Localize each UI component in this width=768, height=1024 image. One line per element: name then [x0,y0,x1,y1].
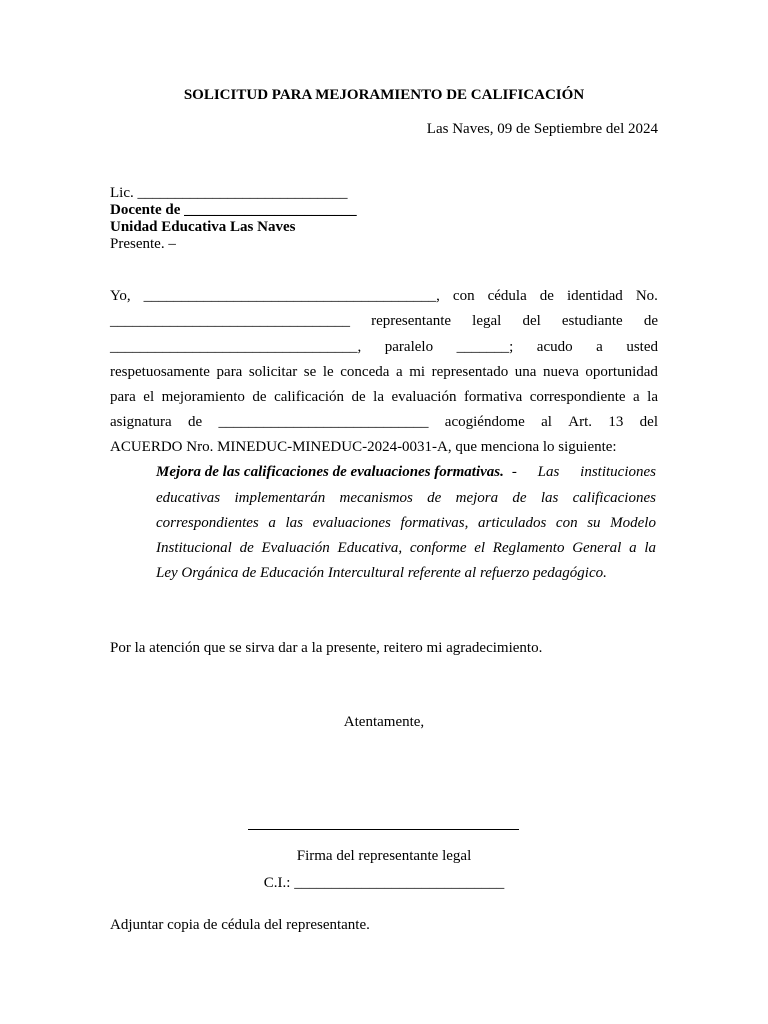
word: a [629,540,637,556]
word: legal [472,313,502,329]
word: a [633,389,640,405]
recipient-unidad: Unidad Educativa Las Naves [110,219,296,235]
body-line-5 [110,387,658,407]
word: se [303,364,317,380]
word: las [285,515,303,531]
word: respetuosamente [110,364,210,380]
word: representante [371,313,452,329]
word: instituciones [580,464,656,480]
word: su [587,515,601,531]
word: Art. [568,414,592,430]
word: implementarán [234,490,326,506]
word: asignatura [110,414,172,430]
quote-line-2 [156,488,656,508]
signature-label: Firma del representante legal [296,848,472,864]
word: de [252,389,267,405]
word: de [239,540,254,556]
word: educativas [156,490,221,506]
word: _________________________________, [110,339,362,355]
recipient-docente: Docente de _______________________ [110,202,357,218]
word: formativa [463,389,523,405]
word: de [512,490,527,506]
word: Evaluación [261,540,330,556]
word: la [644,540,656,556]
word: evaluación [391,389,457,405]
word: No. [635,288,658,304]
word: mi [409,364,426,380]
word: conforme [409,540,467,556]
quote-line-1-rest [512,462,656,482]
word: _______; [456,339,514,355]
word: con [555,515,578,531]
word: formativas, [400,515,469,531]
word: ________________________________ [110,313,350,329]
word: le [322,364,334,380]
word: mecanismos [339,490,413,506]
word: las [540,490,559,506]
word: articulados [477,515,547,531]
quote-line-5: Ley Orgánica de Educación Intercultural referente al refuerzo pedagógico. [156,565,607,581]
body-line-3 [110,337,658,357]
word: evaluaciones [312,515,391,531]
word: Educativa, [337,540,403,556]
word: de [427,490,442,506]
word: acudo [536,339,573,355]
date-line: Las Naves, 09 de Septiembre del 2024 [426,121,658,137]
word: - [511,464,517,480]
word: a [596,339,603,355]
word: usted [626,339,658,355]
recipient-lic: Lic. ____________________________ [110,185,348,201]
body-line-4 [110,362,658,382]
word: conceda [340,364,390,380]
word: mejora [455,490,499,506]
word: del [522,313,541,329]
word: solicitar [248,364,298,380]
word: para [216,364,243,380]
recipient-block [110,185,357,253]
word: a [395,364,403,380]
signature-line [248,829,519,830]
word: la [647,389,658,405]
word: Modelo [610,515,656,531]
word: ____________________________ [218,414,429,430]
word: acogiéndome [444,414,525,430]
word: de [351,389,366,405]
word: al [541,414,552,430]
quote-line-1 [156,462,656,482]
word: con [452,288,475,304]
word: Las [537,464,560,480]
word: _______________________________________, [143,288,440,304]
word: Institucional [156,540,232,556]
word: identidad [566,288,623,304]
word: una [514,364,537,380]
word: cédula [487,288,527,304]
recipient-presente: Presente. – [110,236,176,252]
attachment-note: Adjuntar copia de cédula del representante. [110,917,370,933]
word: calificaciones [572,490,656,506]
word: Reglamento [492,540,565,556]
word: mejoramiento [161,389,245,405]
word: General [572,540,622,556]
word: la [373,389,384,405]
word: correspondiente [529,389,626,405]
document-title: SOLICITUD PARA MEJORAMIENTO DE CALIFICACIÓN [183,87,585,103]
word: de [643,313,658,329]
word: representado [431,364,509,380]
word: el [474,540,486,556]
word: oportunidad [585,364,658,380]
closing-text: Por la atención que se sirva dar a la presente, reitero mi agradecimiento. [110,640,543,656]
quote-line-4 [156,538,656,558]
word: a [268,515,276,531]
quote-heading: Mejora de las calificaciones de evaluaciones formativas. [156,464,504,480]
word: de [539,288,554,304]
word: calificación [274,389,345,405]
word: correspondientes [156,515,259,531]
body-line-6 [110,412,658,432]
ci-line: C.I.: ____________________________ [263,875,505,891]
quote-line-3 [156,513,656,533]
body-line-1 [110,286,658,306]
word: el [143,389,155,405]
word: paralelo [384,339,434,355]
word: nueva [543,364,579,380]
sign-off: Atentamente, [343,714,425,730]
word: del [639,414,658,430]
body-line-2 [110,311,658,331]
body-line-7: ACUERDO Nro. MINEDUC-MINEDUC-2024-0031-A, que menciona lo siguiente: [110,439,617,455]
word: de [187,414,203,430]
word: para [110,389,136,405]
word: 13 [608,414,624,430]
word: Yo, [110,288,131,304]
word: estudiante [561,313,623,329]
